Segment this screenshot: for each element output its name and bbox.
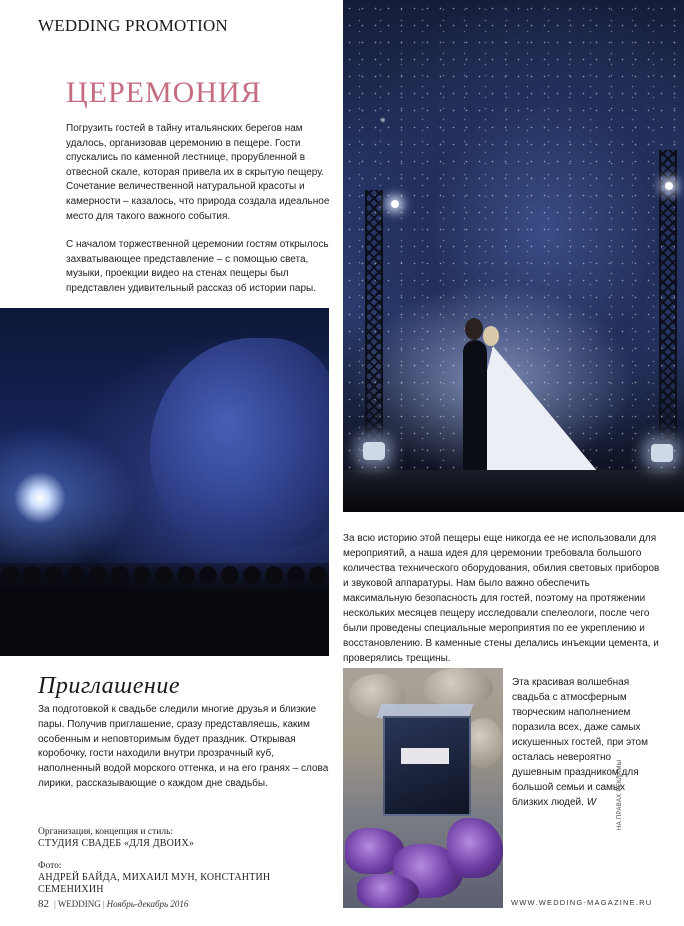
spotlight	[391, 200, 399, 208]
magazine-name: WEDDING	[57, 899, 101, 909]
cave-photo	[0, 308, 329, 656]
history-paragraph: За всю историю этой пещеры еще никогда ее не использовали для мероприятий, а наша идея для церемонии требовала большого количества технического оборудования, обилия световых приборов и звуковой аппаратуры. Нам было важно обеспечить максимальную безопасность для гостей, поэтому на протяжении нескольких месяцев пещеру исследовали спелеологи, после чего были проведены специальные мероприятия по ее укреплению и восстановлению. В каменные стены делались инъекции цемента, и проверялись трещины.	[343, 533, 660, 664]
light-truss-left	[365, 190, 383, 450]
shell-stone	[423, 668, 493, 708]
organization-value: СТУДИЯ СВАДЕБ «ДЛЯ ДВОИХ»	[38, 838, 195, 849]
closing-text: Эта красивая волшебная свадьба с атмосферным творческим наполнением поразила всех, даже самых искушенных гостей, при этом осталась невероятно душевным праздником для большой семьи и самых близких людей.	[512, 677, 648, 808]
ceremony-paragraph-1: Погрузить гостей в тайну итальянских берегов нам удалось, организовав церемонию в пещере. Гости спускались по каменной лестнице, прорубленной в отвесной скале, которая привела их в скрытую пещеру. Сочетание величественной натуральной красоты и камерности – казалось, что природа создала идеальное место для такого важного события.	[66, 123, 330, 222]
stage-light	[651, 444, 673, 462]
advertising-note: НА ПРАВАХ РЕКЛАМЫ	[617, 759, 623, 830]
spotlight	[665, 182, 673, 190]
amethyst-crystal	[447, 818, 503, 878]
page-number: 82	[38, 898, 49, 910]
cube-card	[401, 748, 449, 764]
photo-value: АНДРЕЙ БАЙДА, МИХАИЛ МУН, КОНСТАНТИН СЕМЕНИХИН	[38, 872, 271, 895]
section-header: WEDDING PROMOTION	[38, 16, 228, 35]
groom-figure	[463, 340, 487, 480]
invitation-paragraph: За подготовкой к свадьбе следили многие друзья и близкие пары. Получив приглашение, сразу представляешь, каким особенным и неповторимым будет праздник. Открывая коробочку, гости находили внутри прозрачный куб, наполненный водой морского оттенка, и на его гранях – слова лирики, рассказывающие о каждом дне свадьбы.	[38, 704, 329, 789]
credits-organization	[38, 826, 338, 850]
invitation-title: Приглашение	[38, 673, 180, 699]
bride-head	[483, 326, 499, 346]
website-link[interactable]: WWW.WEDDING-MAGAZINE.RU	[511, 898, 653, 907]
issue-date: Ноябрь-декабрь 2016	[106, 899, 189, 909]
stage-floor	[343, 470, 684, 512]
guests-silhouettes	[0, 563, 329, 656]
footer-left: 82 | WEDDING | Ноябрь-декабрь 2016	[38, 898, 189, 910]
invitation-box-photo	[343, 668, 503, 908]
cave-rock	[150, 338, 329, 548]
organization-label: Организация, концепция и стиль:	[38, 827, 174, 837]
ceremony-paragraph-2: С началом торжественной церемонии гостям открылось захватывающее представление – с помощью света, музыки, проекции видео на стенах пещеры был представлен удивительный рассказ об истории пары.	[66, 239, 329, 294]
light-truss-right	[659, 150, 677, 450]
couple-photo	[343, 0, 684, 512]
groom-head	[465, 318, 483, 340]
ceremony-body	[66, 122, 334, 311]
closing-paragraph	[512, 675, 650, 810]
invitation-cube	[383, 716, 471, 816]
amethyst-crystal	[357, 874, 419, 908]
end-mark: W	[586, 797, 597, 808]
photo-label: Фото:	[38, 861, 62, 871]
stage-light	[363, 442, 385, 460]
ceremony-title: ЦЕРЕМОНИЯ	[66, 76, 262, 109]
credits-photo	[38, 860, 338, 896]
